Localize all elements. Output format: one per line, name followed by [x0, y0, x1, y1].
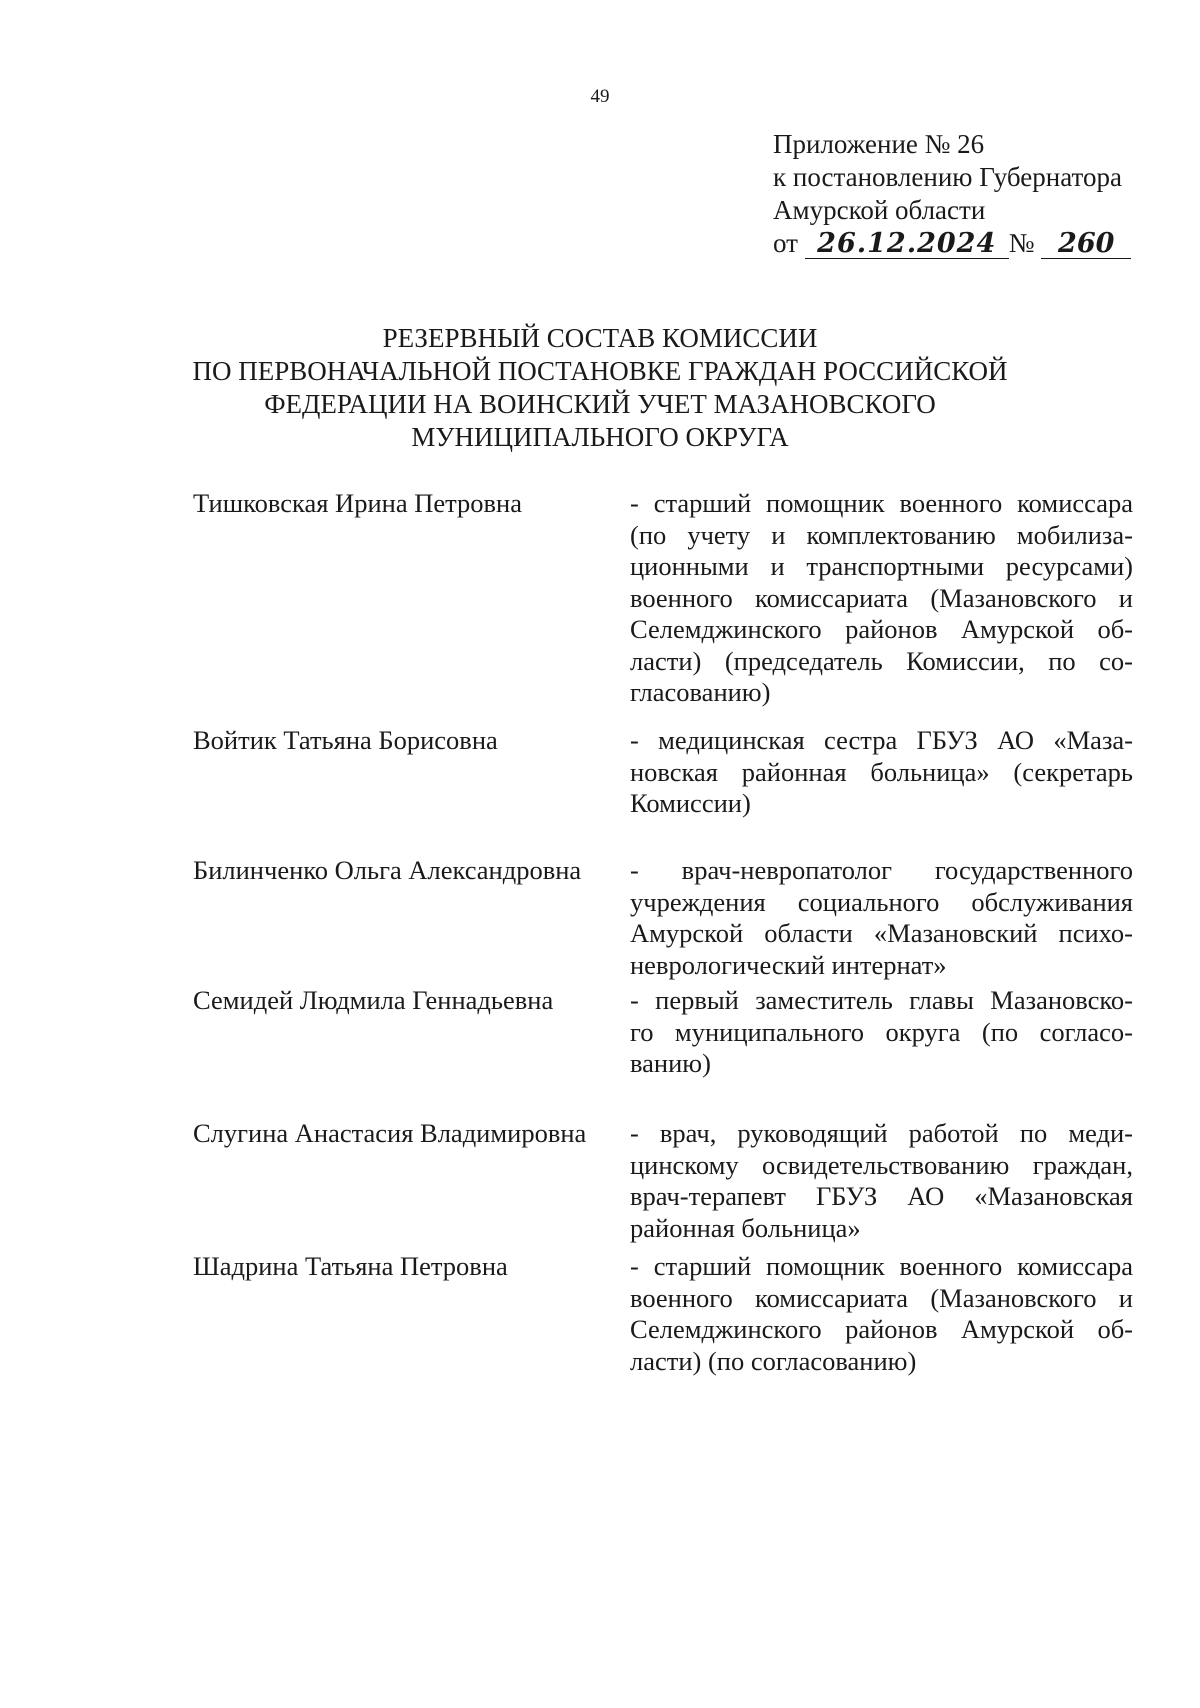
member-name: Тишковская Ирина Петровна — [193, 488, 522, 518]
appendix-line-1: Приложение № 26 — [773, 129, 985, 159]
member-role-line: военного комиссариата (Мазановского и — [630, 582, 1133, 613]
appendix-line-3: Амурской области — [773, 195, 986, 225]
member-role-line: ласти) (председатель Комиссии, по со- — [630, 645, 1133, 676]
appendix-date-line — [773, 227, 1131, 260]
member-role-line: - первый заместитель главы Мазановско- — [630, 985, 1133, 1015]
document-title — [0, 322, 1200, 454]
member-role-line: гласованию) — [630, 677, 771, 707]
member-role — [630, 488, 1133, 709]
date-prefix: от — [773, 228, 798, 258]
member-row — [193, 1118, 1133, 1244]
member-role-line: врач-терапевт ГБУЗ АО «Мазановская — [630, 1181, 1133, 1211]
members-list — [193, 488, 1133, 1377]
member-role-line: - врач-невропатолог государственного — [630, 855, 1133, 885]
member-row — [193, 1251, 1133, 1377]
member-name: Семидей Людмила Геннадьевна — [193, 985, 554, 1015]
member-row — [193, 985, 1133, 1080]
member-row — [193, 725, 1133, 820]
title-line-1: РЕЗЕРВНЫЙ СОСТАВ КОМИССИИ — [382, 323, 818, 353]
title-line-4: МУНИЦИПАЛЬНОГО ОКРУГА — [411, 422, 789, 452]
member-role-line: - врач, руководящий работой по меди- — [630, 1118, 1133, 1148]
member-name: Слугина Анастасия Владимировна — [193, 1118, 587, 1148]
member-row — [193, 488, 1133, 709]
member-role-line: - старший помощник военного комиссара — [630, 1251, 1133, 1281]
appendix-line-2: к постановлению Губернатора — [773, 162, 1122, 192]
member-role-line: (по учету и комплектованию мобилиза- — [630, 519, 1133, 550]
member-role-line: новская районная больница» (секретарь — [630, 756, 1133, 787]
member-name: Билинченко Ольга Александровна — [193, 855, 582, 885]
member-name: Войтик Татьяна Борисовна — [193, 725, 498, 755]
title-line-2: ПО ПЕРВОНАЧАЛЬНОЙ ПОСТАНОВКЕ ГРАЖДАН РОССИЙСКОЙ — [192, 356, 1008, 386]
member-role — [630, 985, 1133, 1080]
handwritten-date: 26.12.2024 — [805, 230, 1009, 259]
member-role-line: военного комиссариата (Мазановского и — [630, 1282, 1133, 1313]
member-role — [630, 855, 1133, 981]
member-role-line: Селемджинского районов Амурской об- — [630, 614, 1133, 644]
member-role-line: ванию) — [630, 1048, 711, 1078]
member-role-line: ционными и транспортными ресурсами) — [630, 551, 1133, 581]
handwritten-number: 260 — [1041, 230, 1131, 259]
member-role-line: Амурской области «Мазановский психо- — [630, 918, 1133, 948]
member-role-line: неврологический интернат» — [630, 949, 947, 980]
member-role-line: го муниципального округа (по согласо- — [630, 1016, 1133, 1047]
member-role-line: Селемджинского районов Амурской об- — [630, 1314, 1133, 1344]
member-row — [193, 855, 1133, 981]
member-role-line: - медицинская сестра ГБУЗ АО «Маза- — [630, 725, 1133, 755]
member-role — [630, 725, 1133, 820]
member-role — [630, 1251, 1133, 1377]
member-role-line: цинскому освидетельствованию граждан, — [630, 1149, 1133, 1180]
number-prefix: № — [1008, 228, 1035, 258]
title-line-3: ФЕДЕРАЦИИ НА ВОИНСКИЙ УЧЕТ МАЗАНОВСКОГО — [264, 389, 936, 419]
member-role-line: Комиссии) — [630, 788, 751, 818]
page-number: 49 — [590, 86, 610, 107]
member-role — [630, 1118, 1133, 1244]
member-role-line: - старший помощник военного комиссара — [630, 488, 1133, 518]
appendix-header — [773, 128, 1131, 260]
member-role-line: учреждения социального обслуживания — [630, 886, 1133, 917]
member-role-line: районная больница» — [630, 1212, 861, 1243]
member-name: Шадрина Татьяна Петровна — [193, 1251, 508, 1281]
member-role-line: ласти) (по согласованию) — [630, 1345, 917, 1376]
